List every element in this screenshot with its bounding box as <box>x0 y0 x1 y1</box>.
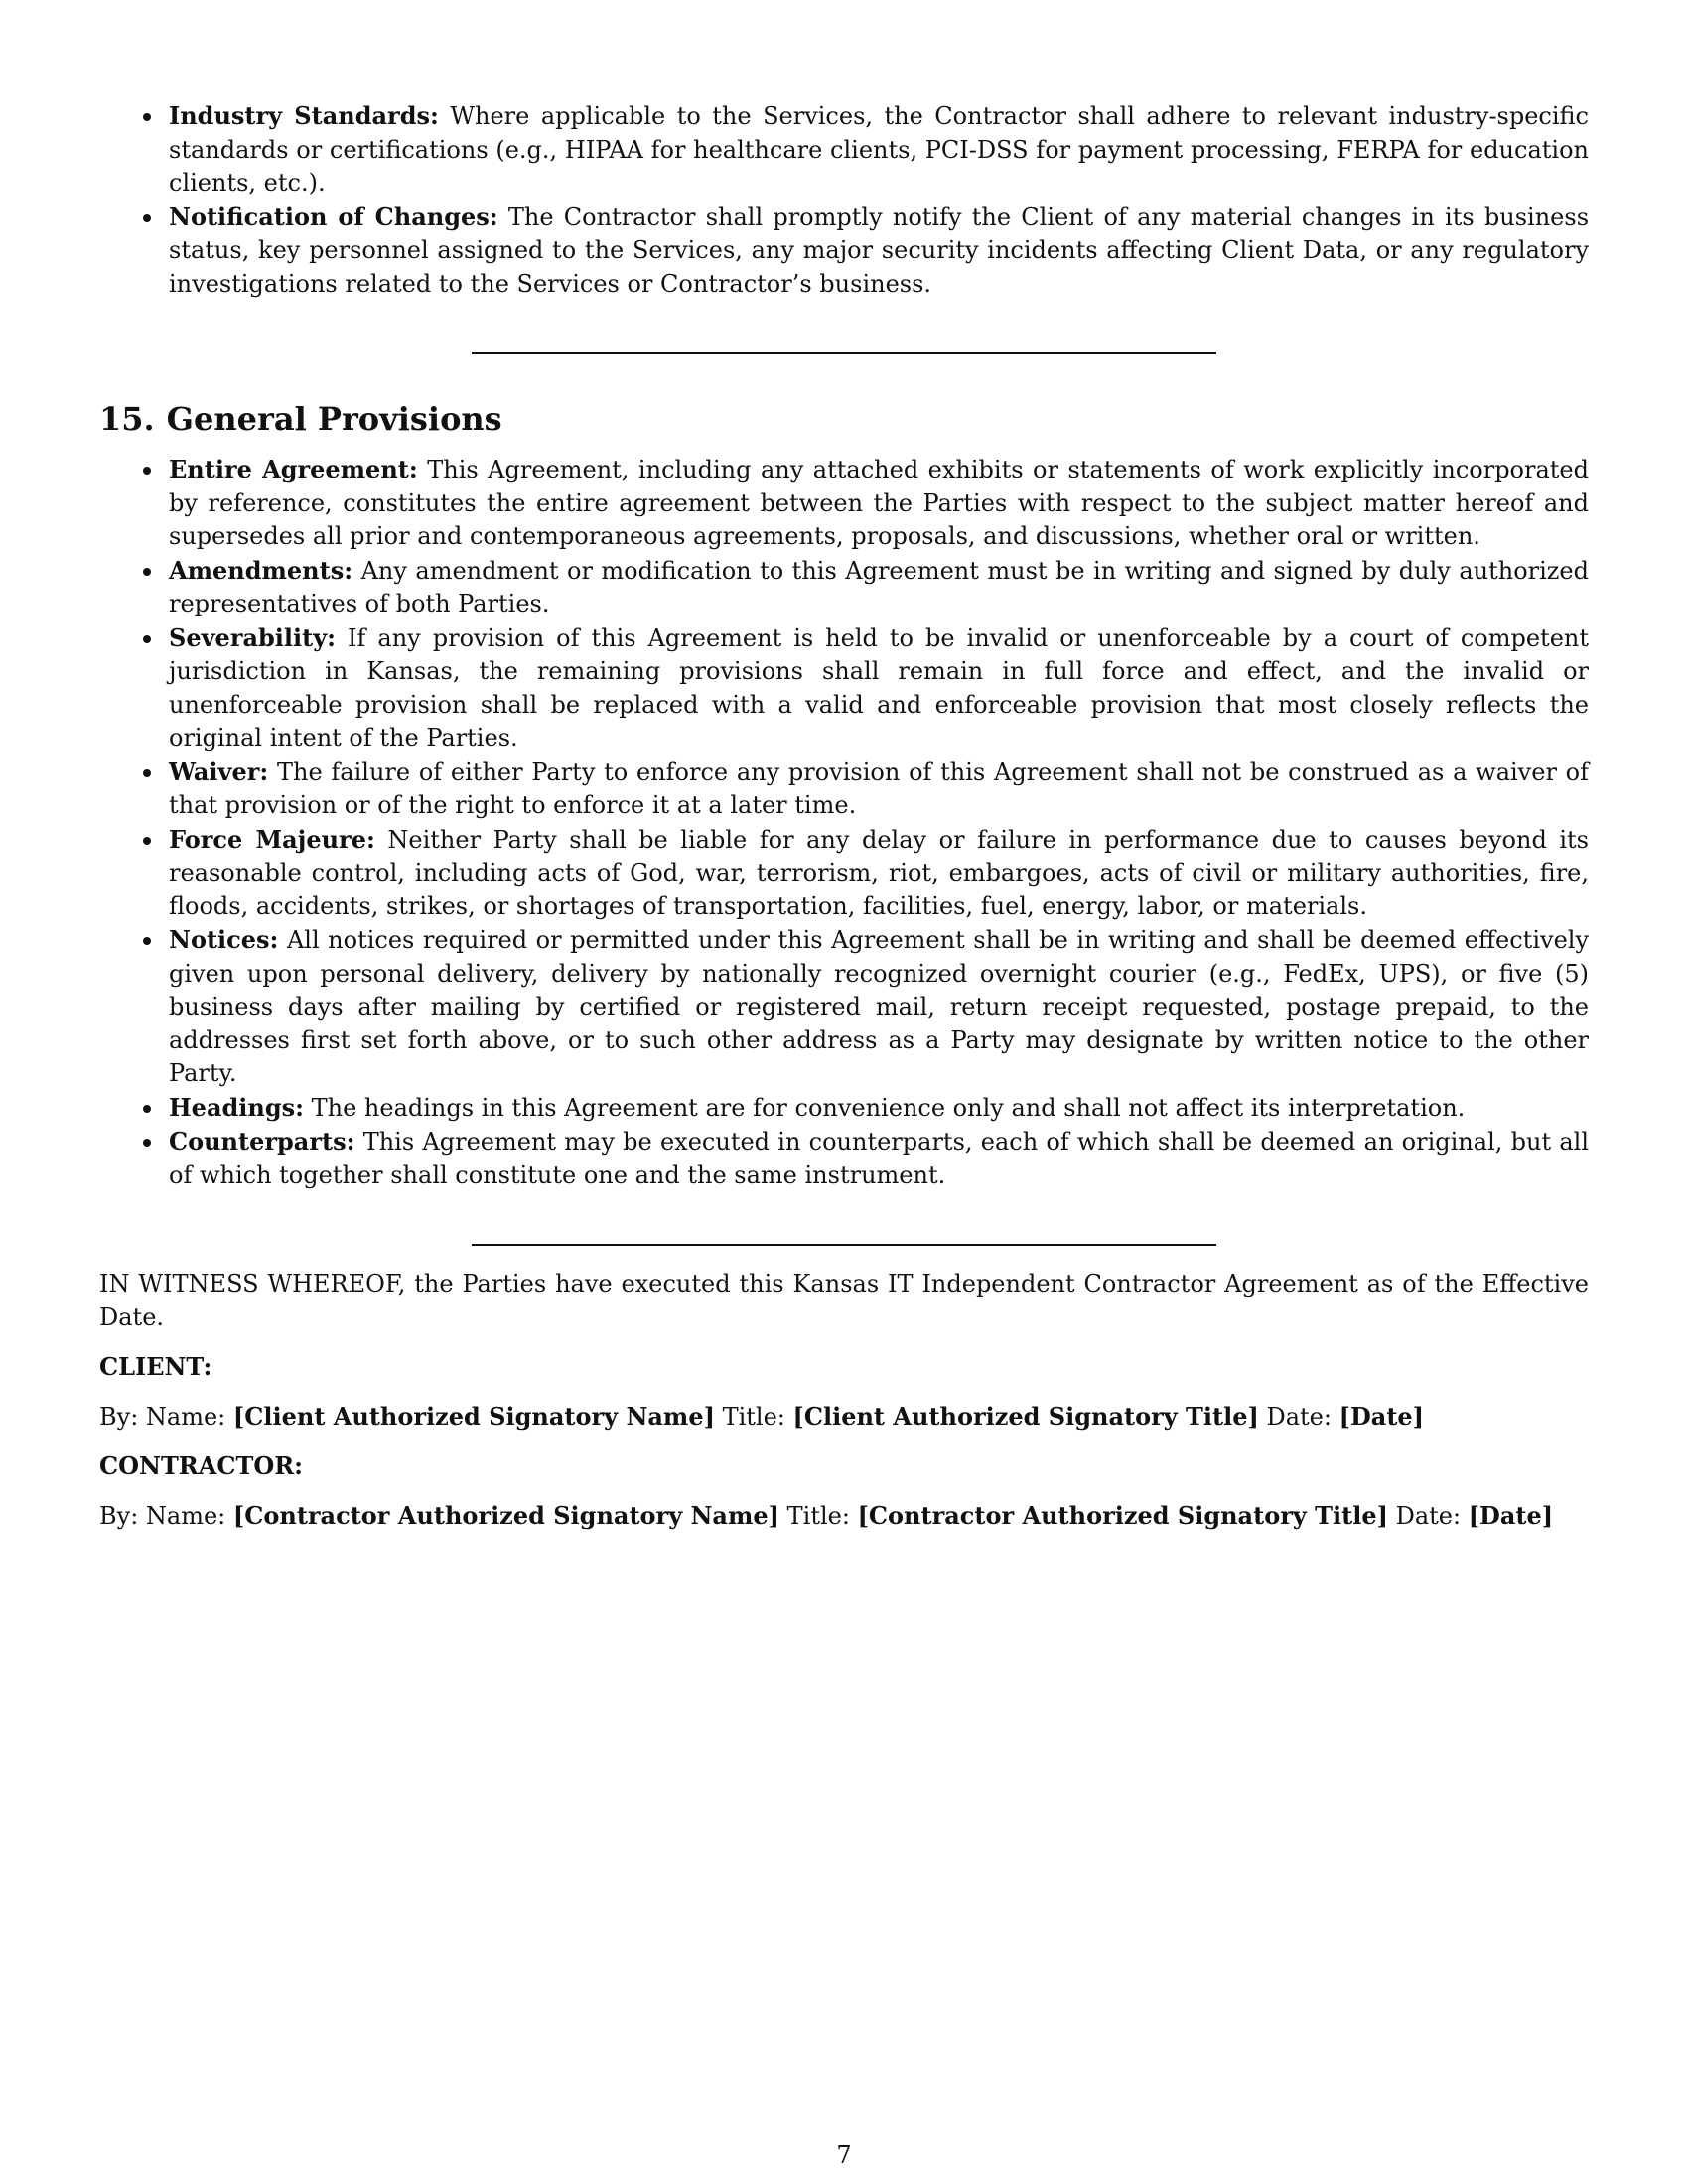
list-item-force-majeure <box>169 823 1589 924</box>
by-name-label: By: Name: <box>99 1501 233 1530</box>
item-text: The Contractor shall promptly notify the Client of any material changes in its business status, key personnel assigned to the Services, any major security incidents affecting Client Data, or any regulatory investigations related to the Services or Contractor’s business. <box>169 203 1590 298</box>
horizontal-divider <box>472 352 1216 354</box>
title-label: Title: <box>714 1402 793 1431</box>
list-item-counterparts <box>169 1125 1589 1192</box>
document-page <box>99 99 1589 1533</box>
item-text: If any provision of this Agreement is held to be invalid or unenforceable by a court of competent jurisdiction in Kansas, the remaining provisions shall remain in full force and effect, and the invalid or unenforceable provision shall be replaced with a valid and enforceable provision that most closely reflects the original intent of the Parties. <box>169 623 1589 751</box>
list-item-notification-of-changes <box>169 201 1589 302</box>
list-item-severability <box>169 621 1589 755</box>
item-text: Where applicable to the Services, the Contractor shall adhere to relevant industry-specific standards or certifications (e.g., HIPAA for healthcare clients, PCI-DSS for payment processing, FERPA for education clients, etc.). <box>169 102 1589 197</box>
item-term: Notices: <box>169 925 279 954</box>
list-item-entire-agreement <box>169 453 1589 554</box>
contractor-signatory-title: [Contractor Authorized Signatory Title] <box>857 1500 1388 1530</box>
list-item-headings <box>169 1091 1589 1126</box>
item-text: This Agreement, including any attached exhibits or statements of work explicitly incorporated by reference, constitutes the entire agreement between the Parties with respect to the subject matter hereof and supersedes all prior and contemporaneous agreements, proposals, and discussions, whether oral or written. <box>169 456 1590 550</box>
item-term: Counterparts: <box>169 1127 355 1156</box>
item-text: Any amendment or modification to this Agreement must be in writing and signed by duly authorized representatives of both Parties. <box>169 556 1589 617</box>
item-term: Severability: <box>169 622 337 652</box>
client-label: CLIENT: <box>99 1352 212 1381</box>
item-term: Notification of Changes: <box>169 202 498 231</box>
section-title: General Provisions <box>166 400 502 438</box>
contractor-label: CONTRACTOR: <box>99 1451 304 1480</box>
page-number: 7 <box>836 2141 852 2169</box>
title-label: Title: <box>779 1501 858 1530</box>
item-term: Amendments: <box>169 555 353 585</box>
date-label: Date: <box>1387 1501 1469 1530</box>
item-text: All notices required or permitted under this Agreement shall be in writing and shall be deemed effectively given upon personal delivery, delivery by nationally recognized overnight courier (e.g., FedEx, UPS), or five (5) business days after mailing by certified or registered mail, return receipt requested, postage prepaid, to the addresses first set forth above, or to such other address as a Party may designate by written notice to the other Party. <box>169 926 1589 1087</box>
client-signature-line <box>99 1400 1589 1434</box>
client-signatory-name: [Client Authorized Signatory Name] <box>232 1401 715 1431</box>
contractor-date: [Date] <box>1468 1500 1554 1530</box>
section-number: 15. <box>99 400 155 438</box>
client-date: [Date] <box>1338 1401 1425 1431</box>
item-text: The failure of either Party to enforce any provision of this Agreement shall not be construed as a waiver of that provision or of the right to enforce it at a later time. <box>169 757 1589 819</box>
item-term: Force Majeure: <box>169 824 375 854</box>
contractor-signatory-name: [Contractor Authorized Signatory Name] <box>232 1500 779 1530</box>
list-item-waiver <box>169 755 1589 823</box>
contractor-signature-line <box>99 1499 1589 1534</box>
horizontal-divider <box>472 1244 1216 1246</box>
date-label: Date: <box>1258 1402 1339 1431</box>
client-signatory-title: [Client Authorized Signatory Title] <box>792 1401 1259 1431</box>
item-text: This Agreement may be executed in counterparts, each of which shall be deemed an original, but all of which together shall constitute one and the same instrument. <box>169 1128 1589 1189</box>
by-name-label: By: Name: <box>99 1402 233 1431</box>
item-term: Headings: <box>169 1092 304 1122</box>
list-item-industry-standards <box>169 99 1589 201</box>
item-text: The headings in this Agreement are for convenience only and shall not affect its interpretation. <box>304 1093 1466 1122</box>
list-item-notices <box>169 923 1589 1091</box>
witness-statement: IN WITNESS WHEREOF, the Parties have executed this Kansas IT Independent Contractor Agreement as of the Effective Date. <box>99 1270 1589 1331</box>
section-heading <box>99 399 1589 439</box>
item-text: Neither Party shall be liable for any delay or failure in performance due to causes beyond its reasonable control, including acts of God, war, terrorism, riot, embargoes, acts of civil or military authorities, fire, floods, accidents, strikes, or shortages of transportation, facilities, fuel, energy, labor, or materials. <box>169 825 1589 920</box>
top-bullet-list <box>99 99 1589 301</box>
general-provisions-list <box>99 453 1589 1192</box>
item-term: Industry Standards: <box>169 101 439 130</box>
item-term: Entire Agreement: <box>169 455 418 483</box>
list-item-amendments <box>169 554 1589 621</box>
item-term: Waiver: <box>169 756 269 786</box>
